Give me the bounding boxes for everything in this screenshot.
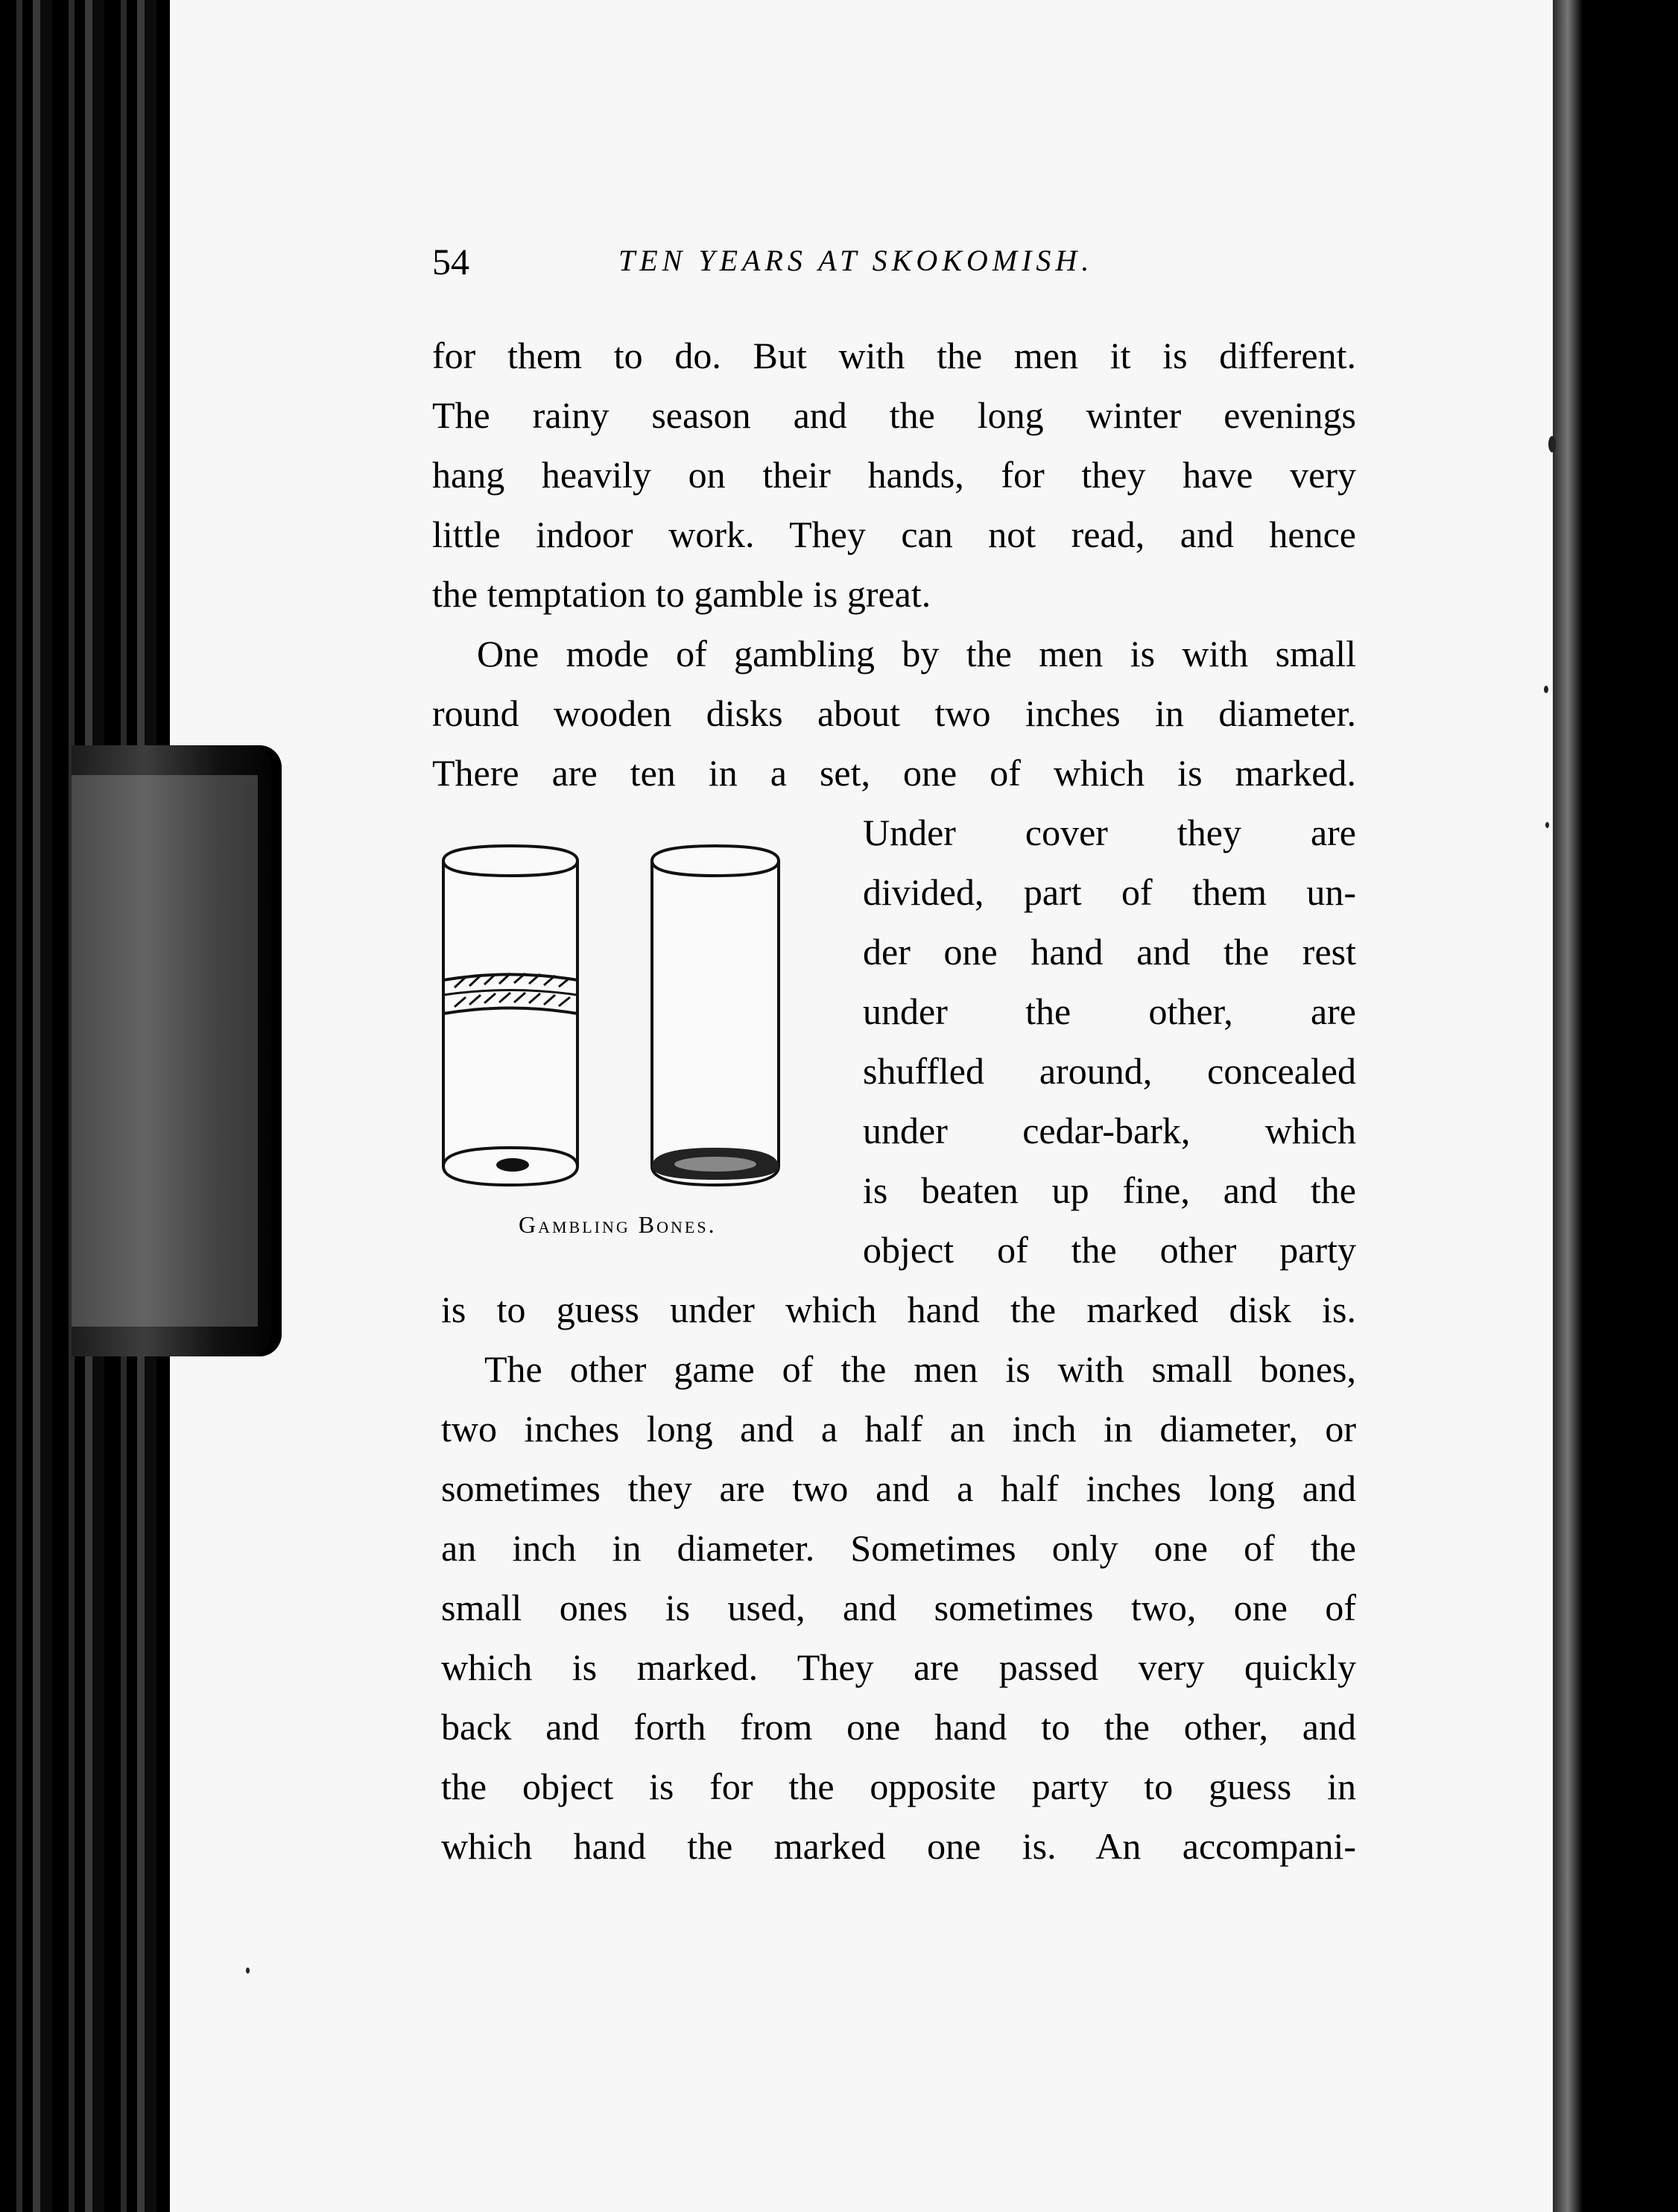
text-line: an inch in diameter. Sometimes only one of the	[441, 1527, 1356, 1569]
text-line: little indoor work. They can not read, and hence	[432, 514, 1356, 555]
text-line: under cedar-bark, which	[863, 1110, 1356, 1151]
running-title: TEN YEARS AT SKOKOMISH.	[618, 244, 1094, 277]
text-line: shuffled around, concealed	[863, 1050, 1356, 1092]
text-line: which is marked. They are passed very quickly	[441, 1646, 1356, 1688]
text-line: The other game of the men is with small bones,	[484, 1348, 1356, 1390]
gambling-bones-drawing	[436, 838, 808, 1196]
text-line: back and forth from one hand to the other, and	[441, 1706, 1356, 1748]
book-edge-right	[1553, 0, 1678, 2212]
text-line: One mode of gambling by the men is with small	[477, 633, 1356, 674]
text-line: object of the other party	[863, 1229, 1356, 1271]
text-line: under the other, are	[863, 990, 1356, 1032]
page-number: 54	[432, 241, 469, 282]
text-line: the object is for the opposite party to guess in	[441, 1766, 1356, 1807]
text-line: two inches long and a half an inch in diameter, or	[441, 1408, 1356, 1450]
text-line: hang heavily on their hands, for they have very	[432, 454, 1356, 496]
paper-speck	[1548, 436, 1556, 452]
text-line: which hand the marked one is. An accompani-	[441, 1825, 1356, 1867]
text-line: sometimes they are two and a half inches long and	[441, 1467, 1356, 1509]
running-head	[432, 240, 1356, 300]
text-line: round wooden disks about two inches in diameter.	[432, 692, 1356, 734]
text-line: der one hand and the rest	[863, 931, 1356, 973]
text-line: Under cover they are	[863, 812, 1356, 853]
book-page	[170, 0, 1553, 2212]
text-line: divided, part of them un-	[863, 871, 1356, 913]
text-line: is to guess under which hand the marked disk is.	[441, 1289, 1356, 1330]
text-line: The rainy season and the long winter evenings	[432, 394, 1356, 436]
page-clip-highlight	[72, 775, 258, 1327]
figure-caption: Gambling Bones.	[519, 1211, 717, 1238]
text-line: for them to do. But with the men it is different.	[432, 335, 1356, 376]
text-line: the temptation to gamble is great.	[432, 573, 931, 615]
gambling-bones-illustration	[436, 838, 808, 1196]
text-line: There are ten in a set, one of which is marked.	[432, 752, 1356, 794]
paper-speck	[1545, 822, 1549, 828]
text-line: small ones is used, and sometimes two, one of	[441, 1587, 1356, 1628]
paper-speck	[1544, 686, 1548, 693]
text-line: is beaten up fine, and the	[863, 1169, 1356, 1211]
paper-speck	[246, 1968, 250, 1974]
